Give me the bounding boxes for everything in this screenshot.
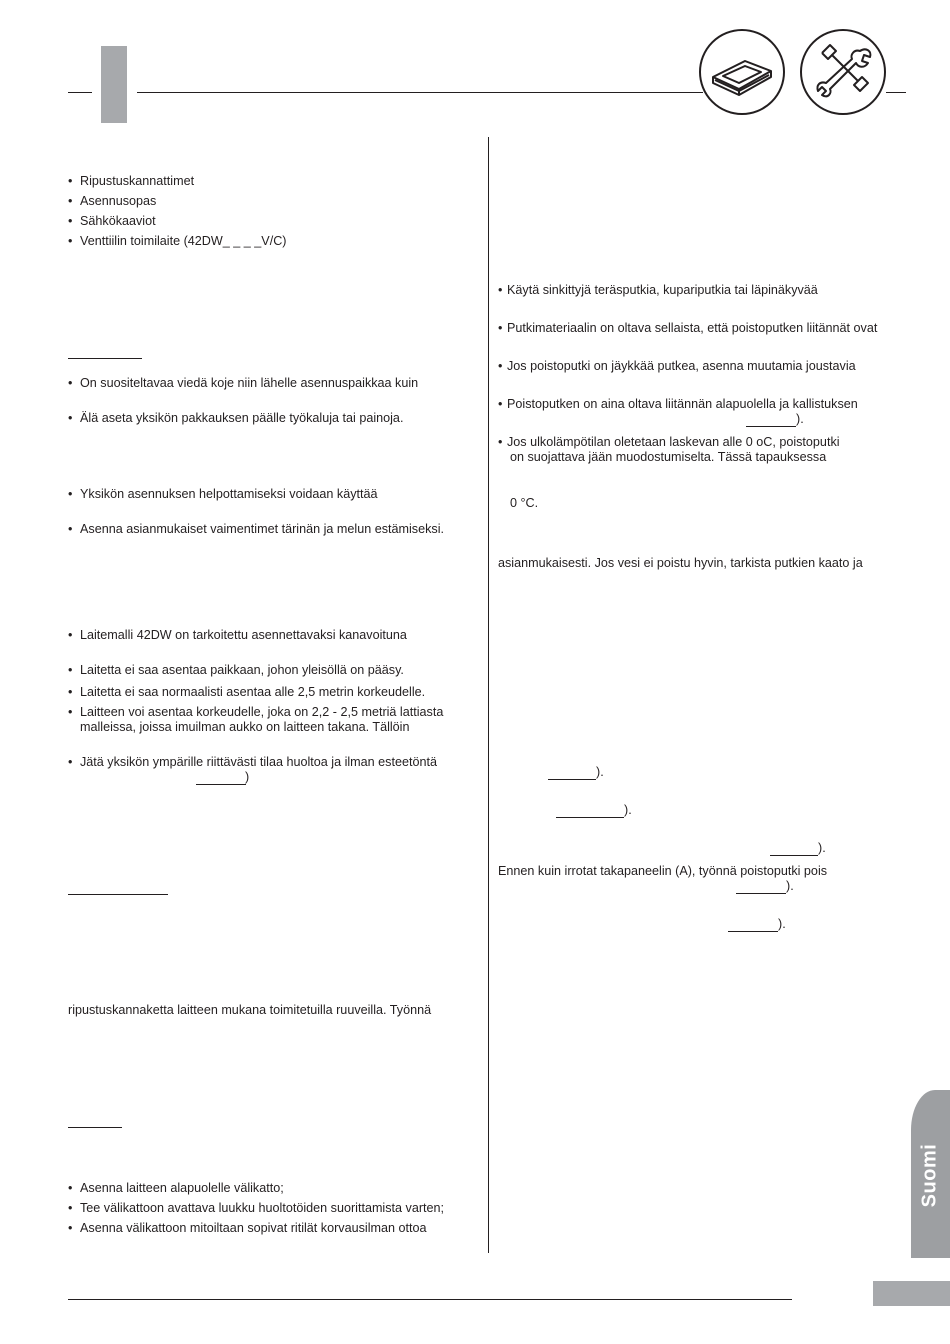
list-item: • Venttiilin toimilaite (42DW_ _ _ _V/C) <box>68 234 286 249</box>
header-rule-right <box>886 92 906 93</box>
temperature-note: 0 °C. <box>510 496 539 510</box>
list-item-continuation: malleissa, joissa imuilman aukko on laitteen takana. Tällöin <box>80 720 410 734</box>
list-item: • Laitteen voi asentaa korkeudelle, joka on 2,2 - 2,5 metriä lattiasta <box>68 705 443 720</box>
column-divider <box>488 137 489 1253</box>
list-item: • Laitetta ei saa asentaa paikkaan, johon yleisöllä on pääsy. <box>68 663 404 678</box>
list-item-continuation: on suojattava jään muodostumiselta. Tässä tapauksessa <box>510 450 827 464</box>
reference-close: ). <box>786 879 794 893</box>
heading-underline <box>68 894 168 895</box>
list-item: • Käytä sinkittyjä teräsputkia, kupariputkia tai läpinäkyvää <box>498 283 818 298</box>
reference-underline <box>746 426 796 427</box>
list-item: • Poistoputken on aina oltava liitännän alapuolella ja kallistuksen <box>498 397 858 412</box>
reference-underline <box>728 931 778 932</box>
list-item: • Asennusopas <box>68 194 156 209</box>
reference-underline <box>770 855 818 856</box>
page-number-box <box>873 1281 950 1306</box>
list-item: • Asenna laitteen alapuolelle välikatto; <box>68 1181 284 1196</box>
paragraph: Ennen kuin irrotat takapaneelin (A), työnnä poistoputki pois <box>498 864 828 878</box>
list-item: • Asenna välikattoon mitoiltaan sopivat ritilät korvausilman ottoa <box>68 1221 427 1236</box>
reference-close: ) <box>245 770 250 784</box>
heading-underline <box>68 358 142 359</box>
list-item: • Asenna asianmukaiset vaimentimet tärinän ja melun estämiseksi. <box>68 522 444 537</box>
language-tab-label: Suomi <box>918 1143 941 1207</box>
reference-close: ). <box>778 917 786 931</box>
header-rule <box>137 92 703 93</box>
reference-underline <box>556 817 624 818</box>
list-item: • Sähkökaaviot <box>68 214 156 229</box>
paragraph: ripustuskannaketta laitteen mukana toimitetuilla ruuveilla. Työnnä <box>68 1003 432 1017</box>
list-item: • Putkimateriaalin on oltava sellaista, että poistoputken liitännät ovat <box>498 321 877 336</box>
list-item: • Ripustuskannattimet <box>68 174 194 189</box>
reference-close: ). <box>796 412 804 426</box>
manual-book-icon <box>699 29 785 115</box>
list-item: • Jätä yksikön ympärille riittävästi tilaa huoltoa ja ilman esteetöntä <box>68 755 437 770</box>
reference-underline <box>736 893 786 894</box>
reference-underline <box>548 779 596 780</box>
heading-underline <box>68 1127 122 1128</box>
list-item: • Laitemalli 42DW on tarkoitettu asennettavaksi kanavoituna <box>68 628 407 643</box>
paragraph: asianmukaisesti. Jos vesi ei poistu hyvin, tarkista putkien kaato ja <box>498 556 863 570</box>
reference-close: ). <box>596 765 604 779</box>
footer-rule <box>68 1299 792 1300</box>
list-item: • Älä aseta yksikön pakkauksen päälle työkaluja tai painoja. <box>68 411 403 426</box>
list-item: • Tee välikattoon avattava luukku huoltotöiden suorittamista varten; <box>68 1201 444 1216</box>
language-tab-label-wrap <box>912 1100 948 1250</box>
list-item: • Laitetta ei saa normaalisti asentaa alle 2,5 metrin korkeudelle. <box>68 685 425 700</box>
list-item: • On suositeltavaa viedä koje niin lähelle asennuspaikkaa kuin <box>68 376 418 391</box>
reference-close: ). <box>624 803 632 817</box>
list-item: • Jos ulkolämpötilan oletetaan laskevan alle 0 oC, poistoputki <box>498 435 840 450</box>
reference-close: ). <box>818 841 826 855</box>
list-item: • Jos poistoputki on jäykkää putkea, asenna muutamia joustavia <box>498 359 856 374</box>
header-gray-marker <box>101 46 127 123</box>
header-rule-left <box>68 92 92 93</box>
list-item: • Yksikön asennuksen helpottamiseksi voidaan käyttää <box>68 487 378 502</box>
reference-underline <box>196 784 246 785</box>
tools-icon <box>800 29 886 115</box>
